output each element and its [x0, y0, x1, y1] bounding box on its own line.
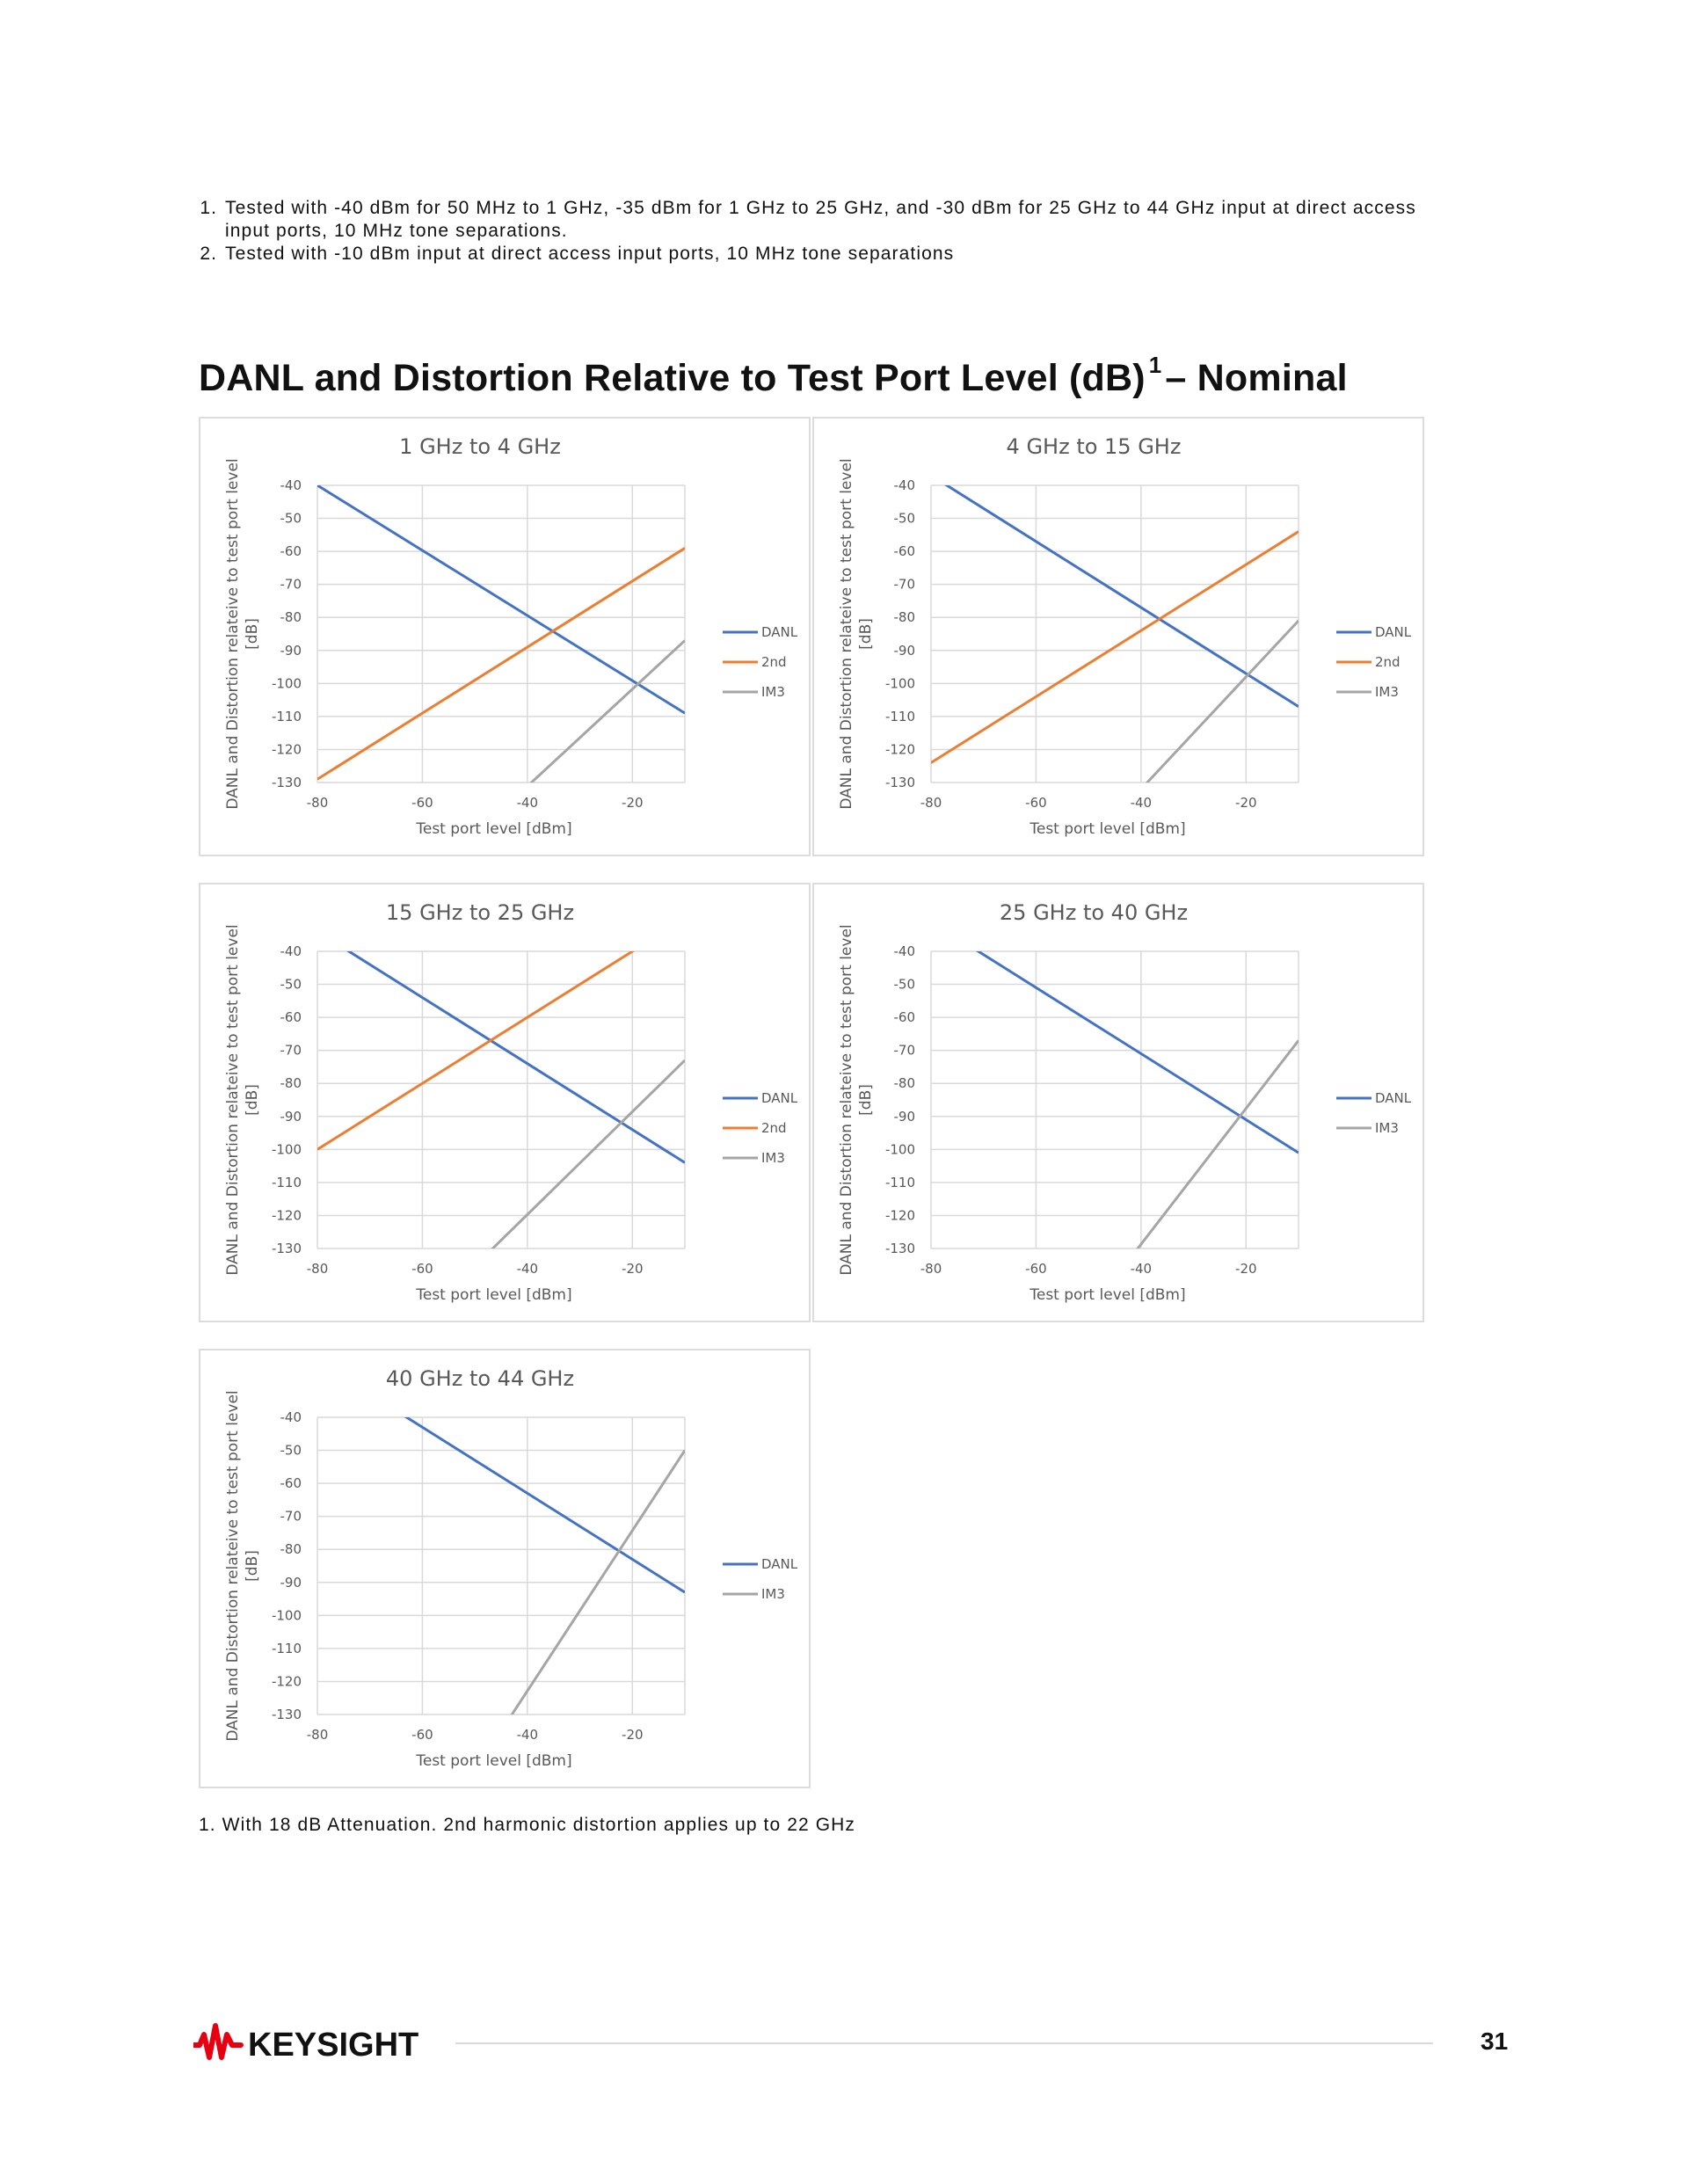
series-line-danl [931, 921, 1299, 1153]
y-tick-label: -40 [280, 1409, 302, 1425]
footnote-1: 1. Tested with -40 dBm for 50 MHz to 1 GHz, -35 dBm for 1 GHz to 25 GHz, and -30 dBm for 25 GHz to 44 GHz input at direct access input ports, 10 MHz tone separations. [223, 197, 1465, 243]
y-tick-label: -130 [884, 1241, 915, 1256]
y-tick-label: -120 [884, 741, 915, 758]
x-tick-label: -60 [1025, 795, 1047, 811]
y-tick-label: -100 [271, 675, 302, 692]
y-tick-label: -110 [884, 1174, 915, 1190]
y-tick-label: -60 [280, 1475, 302, 1492]
y-tick-label: -120 [271, 741, 302, 758]
chart-card-5 [199, 1349, 811, 1788]
y-axis-title: DANL and Distortion relateive to test port level [dB] [224, 458, 261, 810]
y-tick-label: -40 [280, 477, 302, 493]
keysight-wave-icon [193, 2022, 422, 2063]
y-tick-label: -100 [884, 1141, 915, 1158]
x-tick-label: -20 [622, 1727, 644, 1743]
y-tick-label: -100 [884, 675, 915, 692]
page-title [199, 352, 1348, 400]
chart-svg [814, 885, 1426, 1324]
y-axis-title: DANL and Distortion relateive to test port level [dB] [224, 924, 261, 1276]
y-tick-label: -120 [884, 1207, 915, 1224]
x-axis-title: Test port level [dBm] [1030, 820, 1186, 838]
x-tick-label: -80 [306, 1261, 329, 1277]
y-tick-label: -80 [280, 609, 302, 626]
y-axis-title: DANL and Distortion relateive to test port level [dB] [838, 924, 875, 1276]
y-tick-label: -80 [893, 609, 915, 626]
y-tick-label: -130 [271, 1707, 302, 1722]
y-tick-label: -90 [280, 1108, 302, 1125]
legend-label-danl: DANL [761, 1090, 798, 1106]
y-tick-label: -80 [280, 1075, 302, 1092]
y-tick-label: -80 [280, 1541, 302, 1558]
chart-svg [200, 1350, 812, 1790]
chart-title: 25 GHz to 40 GHz [999, 900, 1189, 925]
legend-label-2nd: 2nd [761, 1120, 787, 1136]
y-tick-label: -60 [280, 543, 302, 560]
x-tick-label: -40 [1130, 1261, 1153, 1277]
x-tick-label: -20 [622, 1261, 644, 1277]
y-tick-label: -110 [271, 1640, 302, 1656]
x-tick-label: -20 [1235, 1261, 1257, 1277]
y-tick-label: -80 [893, 1075, 915, 1092]
y-tick-label: -50 [280, 976, 302, 993]
y-tick-label: -90 [893, 1108, 915, 1125]
x-tick-label: -80 [920, 1261, 942, 1277]
y-tick-label: -100 [271, 1141, 302, 1158]
y-tick-label: -60 [280, 1009, 302, 1026]
y-tick-label: -90 [893, 642, 915, 659]
series-line-danl [317, 1361, 685, 1592]
chart-svg [814, 419, 1426, 858]
chart-title: 1 GHz to 4 GHz [399, 434, 561, 459]
x-tick-label: -40 [516, 795, 539, 811]
footnote-bottom: 1. With 18 dB Attenuation. 2nd harmonic distortion applies up to 22 GHz [199, 1815, 855, 1835]
y-tick-label: -90 [280, 1574, 302, 1591]
x-tick-label: -40 [1130, 795, 1153, 811]
x-tick-label: -40 [516, 1261, 539, 1277]
y-tick-label: -60 [893, 543, 915, 560]
page-number: 31 [1481, 2027, 1509, 2055]
series-line-im3 [317, 1060, 685, 1324]
y-tick-label: -70 [280, 576, 302, 593]
page-title-text: DANL and Distortion Relative to Test Port Level (dB) [199, 357, 1146, 399]
chart-card-2 [812, 417, 1424, 856]
legend-label-danl: DANL [1375, 624, 1412, 640]
x-tick-label: -40 [516, 1727, 539, 1743]
y-tick-label: -100 [271, 1607, 302, 1624]
footer-divider [455, 2042, 1433, 2044]
x-tick-label: -60 [411, 795, 433, 811]
legend-label-2nd: 2nd [1375, 654, 1401, 670]
x-tick-label: -80 [306, 795, 329, 811]
series-line-2nd [317, 548, 685, 779]
y-tick-label: -40 [893, 477, 915, 493]
y-tick-label: -50 [280, 510, 302, 527]
x-axis-title: Test port level [dBm] [416, 1752, 572, 1770]
y-tick-label: -110 [271, 708, 302, 724]
x-axis-title: Test port level [dBm] [1030, 1286, 1186, 1304]
series-line-2nd [931, 532, 1299, 763]
y-tick-label: -50 [280, 1442, 302, 1459]
x-tick-label: -20 [622, 795, 644, 811]
legend-label-danl: DANL [761, 1556, 798, 1572]
x-tick-label: -60 [411, 1727, 433, 1743]
page-title-suffix: – Nominal [1165, 357, 1348, 399]
x-tick-label: -20 [1235, 795, 1257, 811]
x-tick-label: -60 [1025, 1261, 1047, 1277]
y-tick-label: -130 [271, 1241, 302, 1256]
chart-card-4 [812, 883, 1424, 1322]
series-line-danl [317, 931, 685, 1162]
chart-title: 15 GHz to 25 GHz [385, 900, 575, 925]
chart-title: 4 GHz to 15 GHz [1006, 434, 1182, 459]
y-tick-label: -70 [280, 1508, 302, 1525]
chart-card-3 [199, 883, 811, 1322]
x-axis-title: Test port level [dBm] [416, 820, 572, 838]
x-tick-label: -60 [411, 1261, 433, 1277]
series-line-danl [931, 476, 1299, 707]
y-tick-label: -110 [884, 708, 915, 724]
legend-label-im3: IM3 [761, 1150, 785, 1166]
y-tick-label: -130 [271, 775, 302, 790]
footnotes-top [199, 197, 1465, 266]
legend-label-im3: IM3 [1375, 684, 1399, 700]
legend-label-im3: IM3 [1375, 1120, 1399, 1136]
y-axis-title: DANL and Distortion relateive to test port level [dB] [224, 1390, 261, 1742]
y-tick-label: -70 [893, 1042, 915, 1059]
chart-title: 40 GHz to 44 GHz [385, 1366, 575, 1391]
y-tick-label: -130 [884, 775, 915, 790]
y-tick-label: -70 [893, 576, 915, 593]
y-tick-label: -120 [271, 1673, 302, 1690]
legend-label-2nd: 2nd [761, 654, 787, 670]
y-tick-label: -40 [893, 943, 915, 959]
chart-svg [200, 419, 812, 858]
legend-label-danl: DANL [1375, 1090, 1412, 1106]
y-tick-label: -70 [280, 1042, 302, 1059]
chart-svg [200, 885, 812, 1324]
legend-label-im3: IM3 [761, 684, 785, 700]
brand-wordmark: KEYSIGHT [248, 2027, 419, 2063]
y-tick-label: -50 [893, 510, 915, 527]
y-tick-label: -50 [893, 976, 915, 993]
y-tick-label: -60 [893, 1009, 915, 1026]
chart-card-1 [199, 417, 811, 856]
y-tick-label: -110 [271, 1174, 302, 1190]
x-tick-label: -80 [306, 1727, 329, 1743]
y-tick-label: -90 [280, 642, 302, 659]
legend-label-danl: DANL [761, 624, 798, 640]
y-axis-title: DANL and Distortion relateive to test port level [dB] [838, 458, 875, 810]
series-line-danl [317, 485, 685, 713]
x-axis-title: Test port level [dBm] [416, 1286, 572, 1304]
footnote-2: 2. Tested with -10 dBm input at direct access input ports, 10 MHz tone separations [223, 243, 1465, 266]
x-tick-label: -80 [920, 795, 942, 811]
y-tick-label: -120 [271, 1207, 302, 1224]
keysight-logo [193, 2022, 422, 2063]
y-tick-label: -40 [280, 943, 302, 959]
page-title-footnote-ref: 1 [1148, 352, 1162, 378]
legend-label-im3: IM3 [761, 1586, 785, 1602]
